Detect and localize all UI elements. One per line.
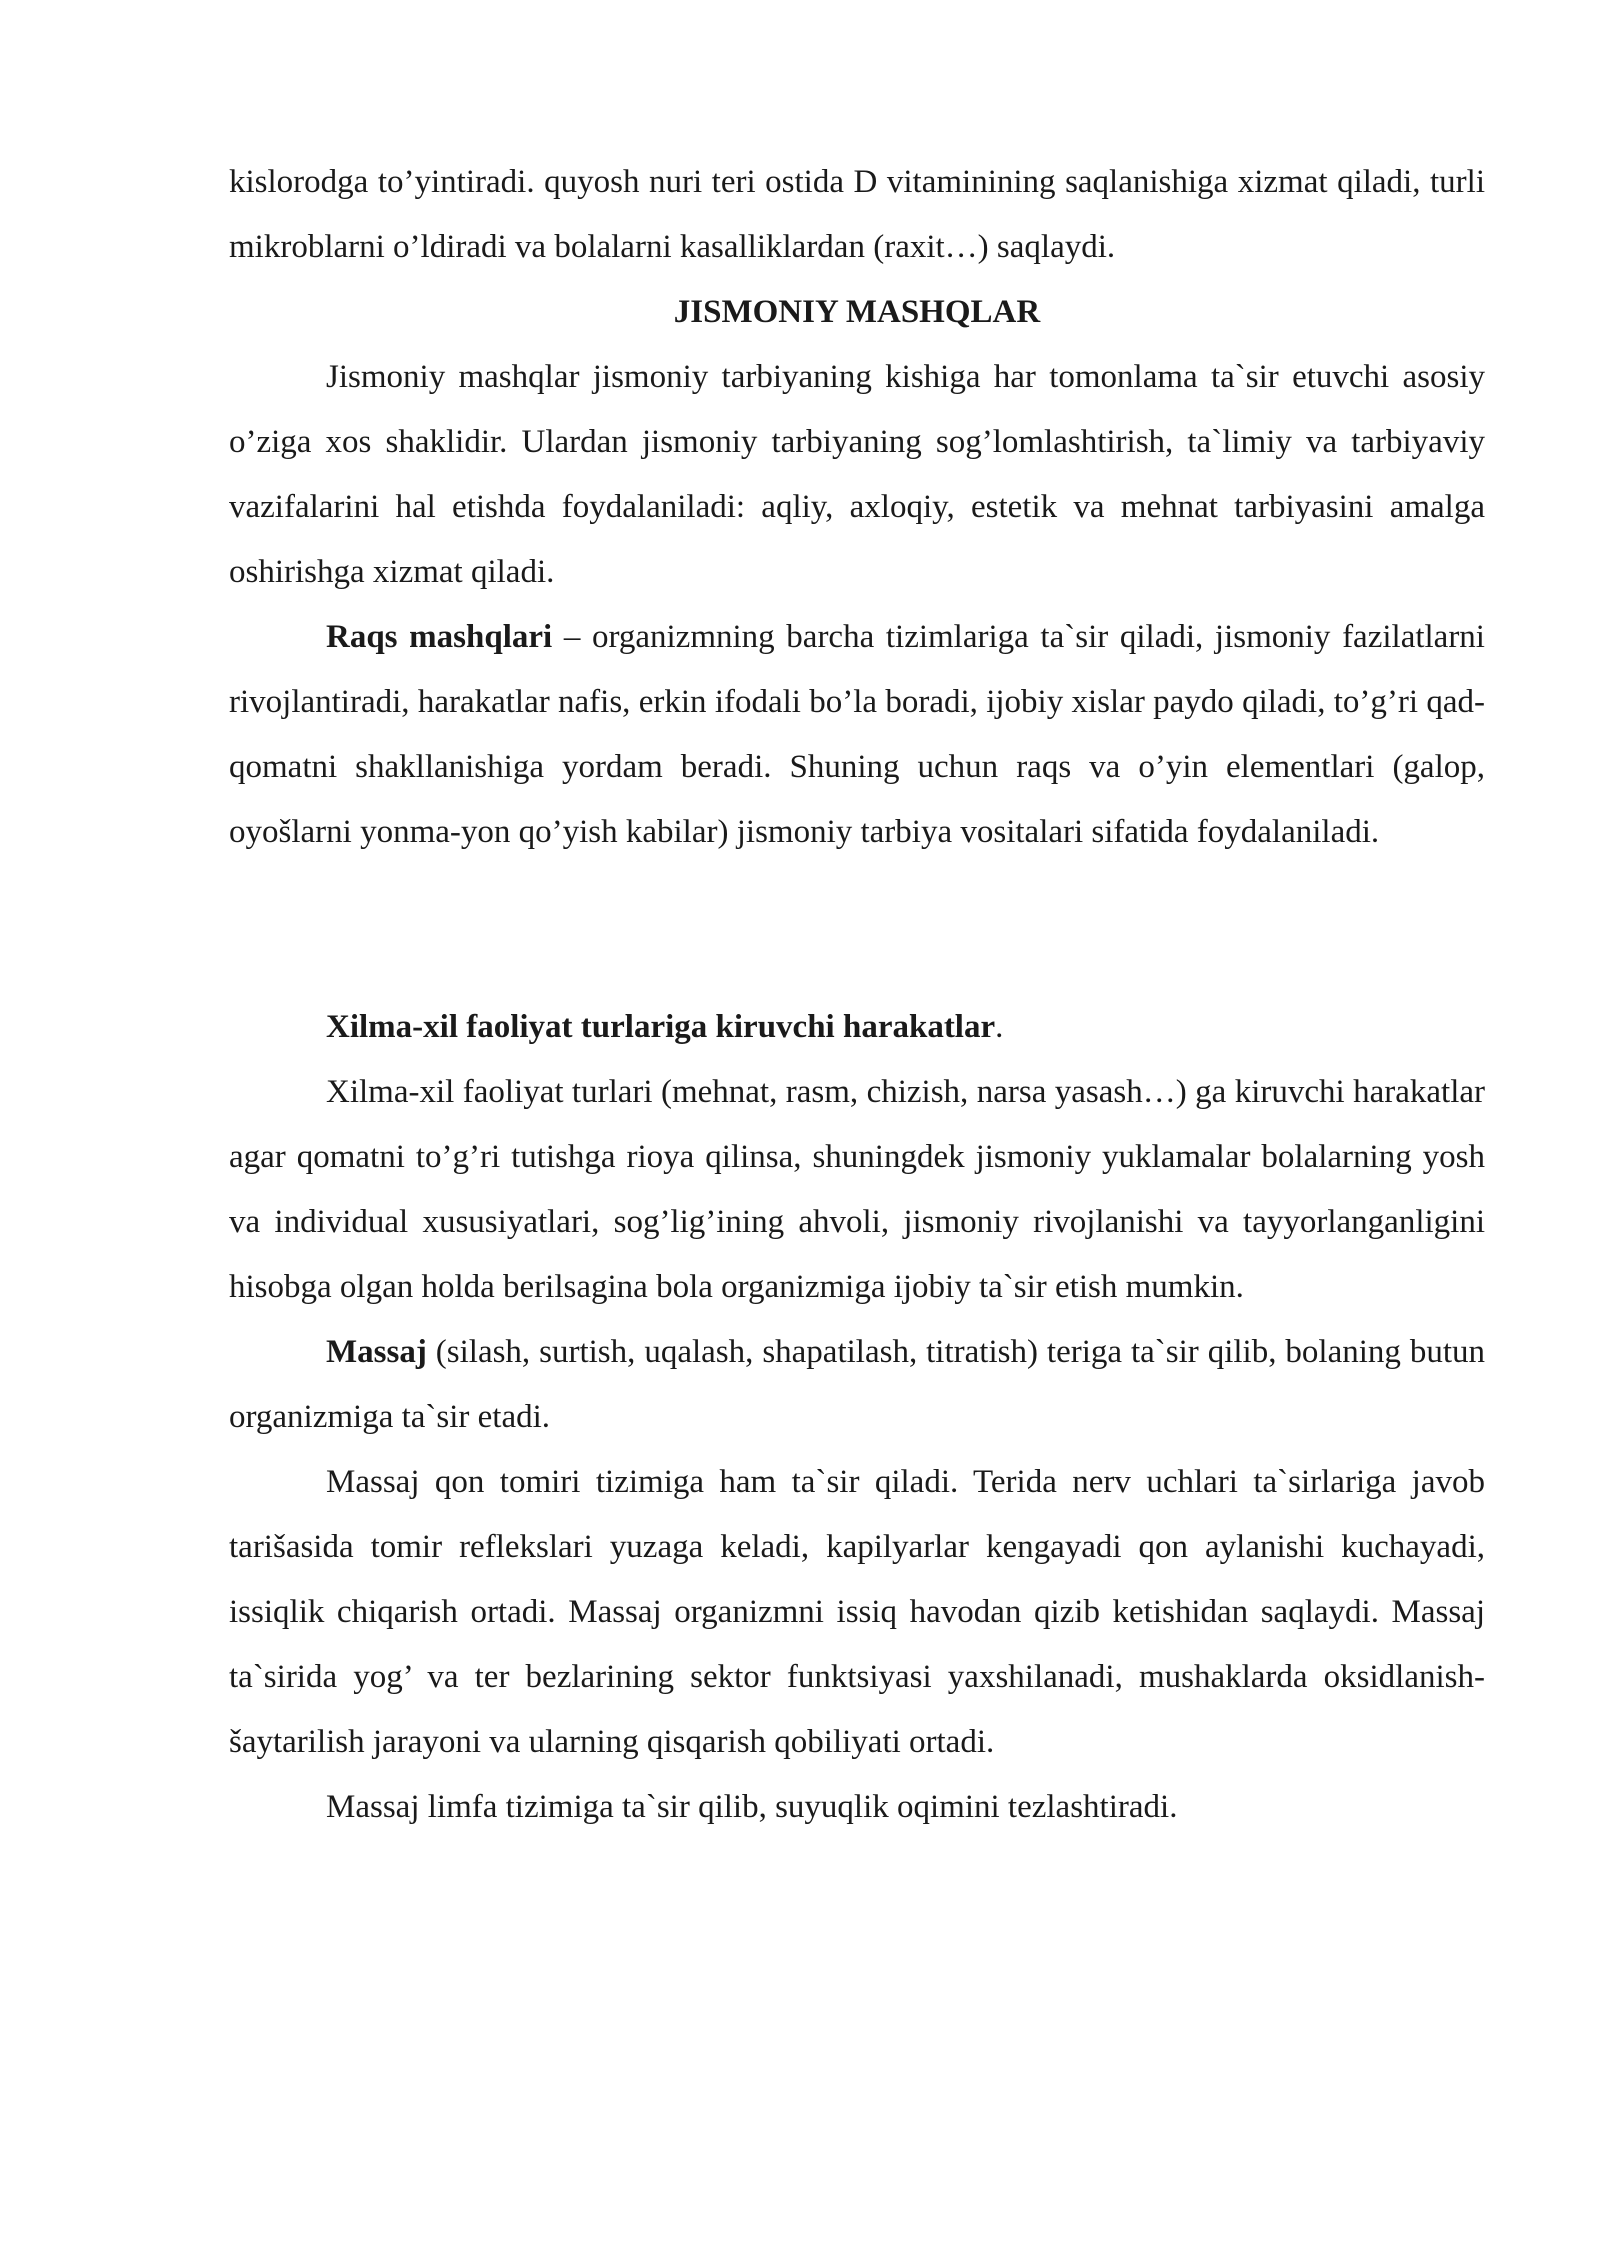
dance-exercises-term: Raqs mashqlari — [326, 619, 553, 655]
paragraph-various-activities: Xilma-xil faoliyat turlari (mehnat, rasm, chizish, narsa yasash…) ga kiruvchi harakatlar agar qomatni to’g’ri tutishga rioya qilinsa, shuningdek jismoniy yuklamalar bolalarning yosh va individual xususiyatlari, sog’lig’ining ahvoli, jismoniy rivojlanishi va tayyorlanganligini hisobga olgan holda berilsagina bola organizmiga ijobiy ta`sir etish mumkin. — [229, 1074, 1485, 1305]
subsection-heading-period: . — [995, 1009, 1004, 1045]
subsection-heading-title: Xilma-xil faoliyat turlariga kiruvchi harakatlar — [326, 1009, 996, 1045]
paragraph-massage-lymph: Massaj limfa tizimiga ta`sir qilib, suyuqlik oqimini tezlashtiradi. — [326, 1789, 1178, 1825]
blank-space — [229, 865, 1485, 995]
paragraph-massage-intro — [229, 1320, 1485, 1450]
dance-exercises-text: – organizmning barcha tizimlariga ta`sir qiladi, jismoniy fazilatlarni rivojlantiradi, harakatlar nafis, erkin ifodali bo’la boradi, ijobiy xislar paydo qiladi, to’g’ri qad-qomatni shakllanishiga yordam beradi. Shuning uchun raqs va o’yin elementlari (galop, oyošlarni yonma-yon qo’yish kabilar) jismoniy tarbiya vositalari sifatida foydalaniladi. — [229, 619, 1485, 850]
paragraph-dance-exercises — [229, 605, 1485, 865]
massage-intro-text: (silash, surtish, uqalash, shapatilash, titratish) teriga ta`sir qilib, bolaning butun organizmiga ta`sir etadi. — [229, 1334, 1485, 1435]
section-heading: JISMONIY MASHQLAR — [673, 294, 1041, 330]
paragraph-massage-circulation: Massaj qon tomiri tizimiga ham ta`sir qiladi. Terida nerv uchlari ta`sirlariga javob tarišasida tomir reflekslari yuzaga keladi, kapilyarlar kengayadi qon aylanishi kuchayadi, issiqlik chiqarish ortadi. Massaj organizmni issiq havodan qizib ketishidan saqlaydi. Massaj ta`sirida yog’ va ter bezlarining sektor funktsiyasi yaxshilanadi, mushaklarda oksidlanish-šaytarilish jarayoni va ularning qisqarish qobiliyati ortadi. — [229, 1464, 1485, 1760]
document-page — [229, 150, 1485, 1840]
paragraph-intro: kislorodga to’yintiradi. quyosh nuri teri ostida D vitaminining saqlanishiga xizmat qiladi, turli mikroblarni o’ldiradi va bolalarni kasalliklardan (raxit…) saqlaydi. — [229, 164, 1485, 265]
paragraph-physical-exercises: Jismoniy mashqlar jismoniy tarbiyaning kishiga har tomonlama ta`sir etuvchi asosiy o’ziga xos shaklidir. Ulardan jismoniy tarbiyaning sog’lomlashtirish, ta`limiy va tarbiyaviy vazifalarini hal etishda foydalaniladi: aqliy, axloqiy, estetik va mehnat tarbiyasini amalga oshirishga xizmat qiladi. — [229, 359, 1485, 590]
massage-term: Massaj — [326, 1334, 427, 1370]
subsection-heading — [229, 995, 1485, 1060]
